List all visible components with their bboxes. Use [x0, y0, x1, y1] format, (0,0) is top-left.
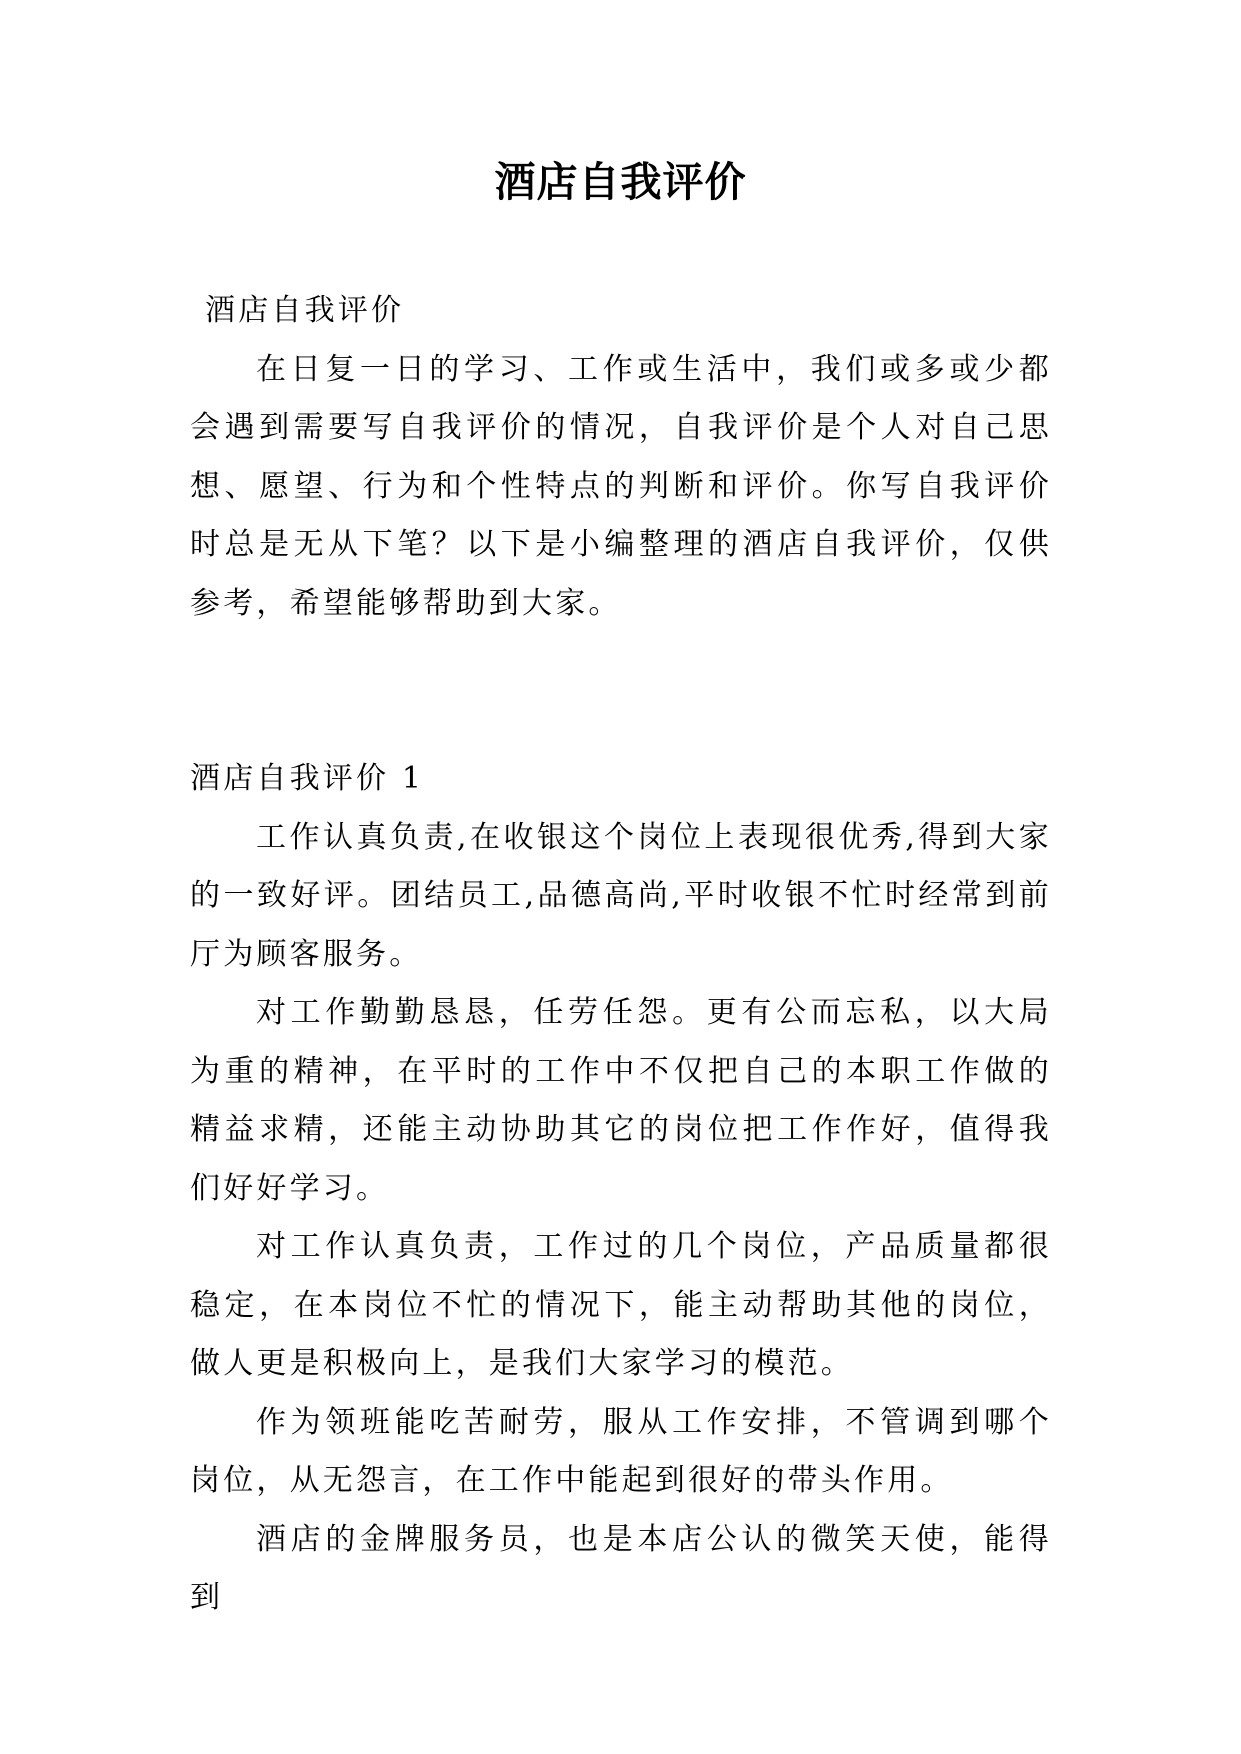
body-paragraph: 对工作勤勤恳恳，任劳任怨。更有公而忘私，以大局为重的精神，在平时的工作中不仅把自己的本职工作做的精益求精，还能主动协助其它的岗位把工作作好，值得我们好好学习。: [190, 995, 1052, 1206]
body-paragraph: 作为领班能吃苦耐劳，服从工作安排，不管调到哪个岗位，从无怨言，在工作中能起到很好的带头作用。: [190, 1404, 1052, 1498]
document-body: [190, 282, 1052, 1628]
body-paragraph: 酒店的金牌服务员，也是本店公认的微笑天使，能得到: [190, 1521, 1052, 1615]
section-heading: 酒店自我评价 1: [190, 761, 425, 796]
document-subtitle: 酒店自我评价: [205, 293, 405, 328]
document-title: 酒店自我评价: [494, 158, 747, 206]
body-paragraph: 对工作认真负责，工作过的几个岗位，产品质量都很稳定，在本岗位不忙的情况下，能主动帮助其他的岗位，做人更是积极向上，是我们大家学习的模范。: [190, 1229, 1052, 1381]
body-paragraph: 工作认真负责,在收银这个岗位上表现很优秀,得到大家的一致好评。团结员工,品德高尚,平时收银不忙时经常到前厅为顾客服务。: [190, 819, 1052, 972]
intro-paragraph: 在日复一日的学习、工作或生活中，我们或多或少都会遇到需要写自我评价的情况，自我评价是个人对自己思想、愿望、行为和个性特点的判断和评价。你写自我评价时总是无从下笔？以下是小编整理的酒店自我评价，仅供参考，希望能够帮助到大家。: [190, 351, 1052, 621]
